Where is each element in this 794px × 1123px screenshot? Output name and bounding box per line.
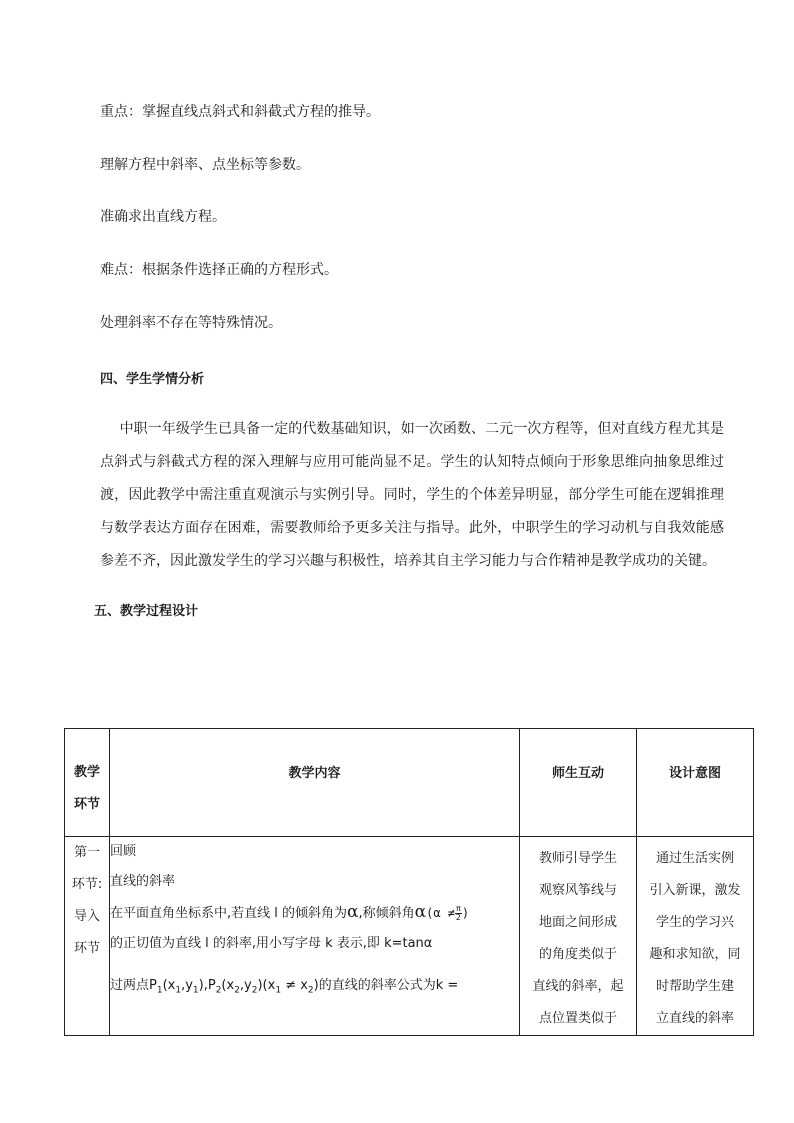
interaction-line: 直线的斜率，起 (532, 979, 624, 994)
pi-over-2-fraction: $\frac{\pi}{2}$ (455, 904, 461, 922)
table-header-row (65, 729, 754, 837)
understand-paragraph: 理解方程中斜率、点坐标等参数。 (100, 157, 310, 173)
difficulty-paragraph: 难点：根据条件选择正确的方程形式。 (100, 262, 338, 278)
stage-line: 环节 (73, 941, 100, 956)
key-point-paragraph: 重点：掌握直线点斜式和斜截式方程的推导。 (100, 104, 380, 120)
interaction-line: 的角度类似于 (538, 947, 617, 962)
stage-cell (65, 837, 110, 1036)
accurate-paragraph: 准确求出直线方程。 (100, 209, 226, 225)
stage-line: 导入 (73, 909, 100, 924)
section4-body: 中职一年级学生已具备一定的代数基础知识，如一次函数、二元一次方程等，但对直线方程尤其是点斜式与斜截式方程的深入理解与应用可能尚显不足。学生的认知特点倾向于形象思维向抽象思维过渡，因此教学中需注重直观演示与实例引导。同时，学生的个体差异明显，部分学生可能在逻辑推理与数学表达方面存在困难，需要教师给予更多关注与指导。此外，中职学生的学习动机与自我效能感参差不齐，因此激发学生的学习兴趣与积极性，培养其自主学习能力与合作精神是教学成功的关键。 (100, 421, 724, 569)
section5-heading: 五、教学过程设计 (94, 604, 199, 619)
intent-line: 趣和求知欲，同 (649, 947, 741, 962)
header-stage (65, 729, 110, 837)
section4-heading: 四、学生学情分析 (100, 372, 205, 387)
intent-line: 学生的学习兴 (655, 915, 734, 930)
interaction-cell (520, 837, 637, 1036)
interaction-line: 点位置类似于 (538, 1011, 617, 1026)
header-intent: 设计意图 (637, 729, 754, 837)
intent-line: 立直线的斜率 (655, 1011, 734, 1026)
slope-definition-line: 在平面直角坐标系中,若直线 l 的倾斜角为α,称倾斜角α(α ≠ $\frac{\pi}{2}$ ) (110, 902, 470, 922)
table-row (65, 837, 754, 1036)
header-stage-line1: 教学 (73, 765, 100, 780)
intent-cell (637, 837, 754, 1036)
review-label: 回顾 (110, 844, 137, 859)
stage-line: 环节: (71, 877, 103, 892)
header-content: 教学内容 (110, 729, 520, 837)
special-case-paragraph: 处理斜率不存在等特殊情况。 (100, 315, 282, 331)
two-point-formula-line: 过两点$P_1(x_1,y_1),P_2(x_2,y_2)(x_1 \ne x_2)$的直线的斜率公式为k = (110, 978, 459, 996)
interaction-line: 观察风筝线与 (538, 883, 617, 898)
intent-line: 通过生活实例 (655, 851, 734, 866)
teaching-process-table (64, 728, 754, 1036)
header-interaction: 师生互动 (520, 729, 637, 837)
slope-title: 直线的斜率 (110, 874, 176, 889)
intent-line: 时帮助学生建 (655, 979, 734, 994)
interaction-line: 教师引导学生 (538, 851, 617, 866)
interaction-line: 地面之间形成 (538, 915, 617, 930)
header-stage-line2: 环节 (73, 797, 100, 812)
tangent-definition-line: 的正切值为直线 l 的斜率,用小写字母 k 表示,即 k=tanα (110, 936, 433, 951)
stage-line: 第一 (73, 845, 100, 860)
intent-line: 引入新课，激发 (649, 883, 741, 898)
content-cell (110, 837, 520, 1036)
